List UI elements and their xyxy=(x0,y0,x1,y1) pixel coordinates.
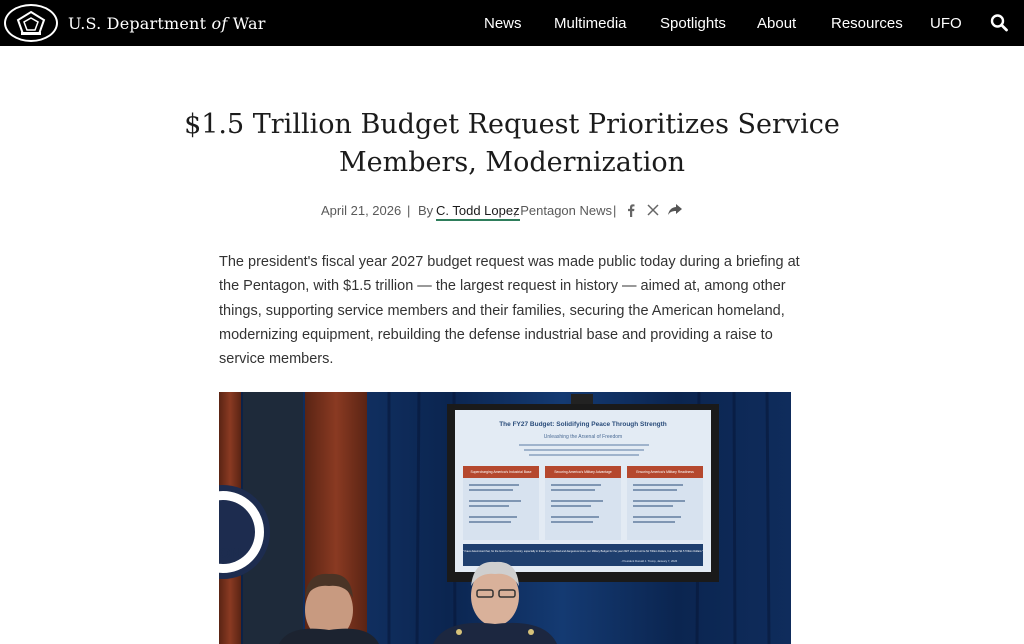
screen-column-3: Ensuring America's Military Readiness xyxy=(636,470,694,474)
nav-spotlights[interactable]: Spotlights xyxy=(660,15,726,32)
site-title: U.S. Department of War xyxy=(68,13,266,33)
article-title-line-1: $1.5 Trillion Budget Request Prioritizes Service xyxy=(184,109,840,140)
article-title-line-2: Members, Modernization xyxy=(339,147,685,178)
meta-separator: | xyxy=(407,203,411,218)
briefing-photo xyxy=(219,392,791,644)
screen-column-2: Securing America's Military Advantage xyxy=(554,470,612,474)
nav-about[interactable]: About xyxy=(757,15,797,32)
site-header xyxy=(0,0,1024,46)
screen-column-1: Supercharging America's Industrial Base xyxy=(470,470,532,474)
article-title xyxy=(180,106,844,182)
byline-label: By xyxy=(418,203,434,218)
meta-separator: | xyxy=(613,203,617,218)
nav-news[interactable]: News xyxy=(484,15,522,32)
nav-ufo[interactable]: UFO xyxy=(930,15,962,32)
nav-multimedia[interactable]: Multimedia xyxy=(554,15,627,32)
screen-title: The FY27 Budget: Solidifying Peace Through Strength xyxy=(499,421,667,428)
screen-subtitle: Unleashing the Arsenal of Freedom xyxy=(543,434,623,440)
article-date: April 21, 2026 xyxy=(321,203,402,218)
search-icon[interactable] xyxy=(990,13,1008,33)
facebook-icon[interactable] xyxy=(627,204,635,217)
article-lede: The president's fiscal year 2027 budget request was made public today during a briefing at the Pentagon, with $1.5 trillion — the largest request in history — aimed at, among other things, supporting service members and their families, securing the American homeland, modernizing equipment, rebuilding the defense industrial base and providing a raise to service members. xyxy=(219,254,800,368)
pentagon-seal-icon xyxy=(4,4,58,42)
author-link[interactable]: C. Todd Lopez xyxy=(436,203,520,221)
nav-resources[interactable]: Resources xyxy=(831,15,903,32)
screen-quote: "I have determined that, for the Good of our Country, especially in these very troubled and dangerous times, our Military Budget for the year 2027 should not be $1 Trillion Dollars, but rather $1.5 Trillion Dollars." xyxy=(462,550,704,553)
article-photo[interactable] xyxy=(219,392,791,644)
article-source: , Pentagon News xyxy=(513,203,613,218)
site-brand[interactable] xyxy=(4,4,266,42)
podium-text: ON xyxy=(219,545,242,562)
share-icon[interactable] xyxy=(668,204,682,216)
screen-quote-attribution: - President Donald J. Trump, January 7, 2026 xyxy=(620,559,678,563)
x-icon[interactable] xyxy=(647,204,659,216)
article-meta xyxy=(0,201,1024,221)
